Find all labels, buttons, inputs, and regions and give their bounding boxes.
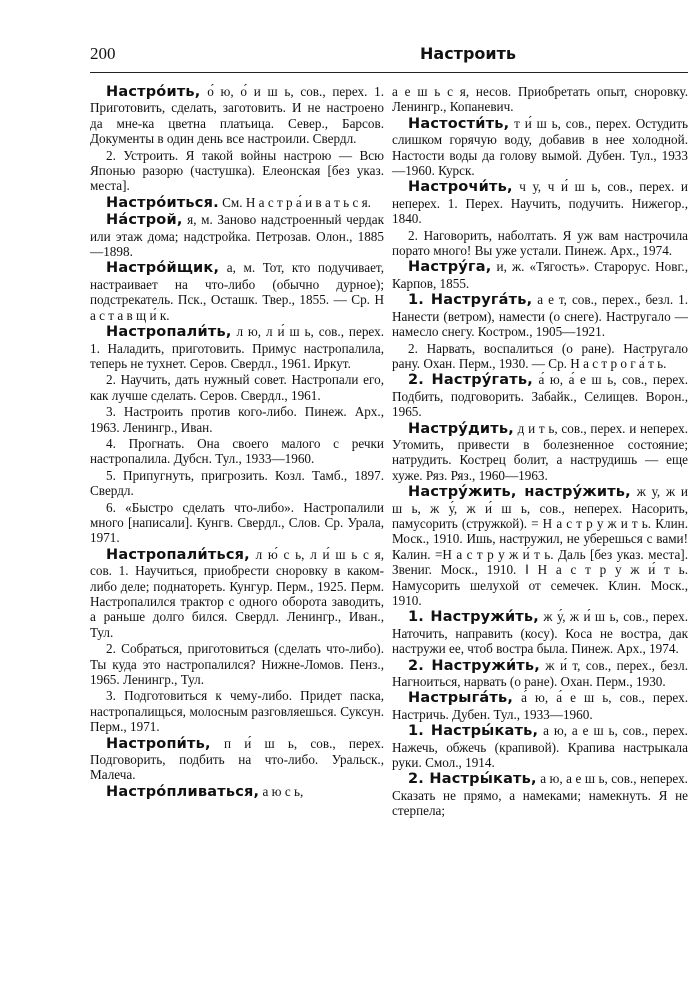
dictionary-entry: [392, 609, 688, 656]
entry-definition: ч у, ч и́ ш ь, сов., перех. и неперех. 1. Перех. Научить, подучить. Нижегор., 1840.: [392, 179, 688, 227]
entry-definition: 6. «Быстро сделать что-либо». Настропалили много [написали]. Кунгв. Свердл., Слов. Ср. Урала, 1971.: [90, 499, 384, 546]
dictionary-entry: [90, 372, 384, 403]
entry-headword: 1. Наструга́ть,: [408, 292, 533, 309]
entry-definition: т и́ ш ь, сов., перех. Остудить слишком горячую воду, добавив в нее холодной. Настости воды да голову вымой. Дубен. Тул., 1933—1960. Курск.: [392, 115, 688, 179]
right-column: [392, 84, 688, 820]
dictionary-entry: [90, 736, 384, 783]
entry-headword: Настрыга́ть,: [408, 690, 514, 707]
entry-definition: а ю, а е ш ь, сов., перех. Нажечь, обжечь (крапивой). Крапива настрыкала руки. Смол., 1914.: [392, 723, 688, 771]
dictionary-entry: [90, 84, 384, 147]
entry-definition: 3. Подготовиться к чему-либо. Придет паска, настропалищься, молосным разговляешься. Суксун. Перм., 1971.: [90, 688, 384, 735]
dictionary-entry: [392, 484, 688, 608]
entry-definition: См. Н а с т р а́ и в а т ь с я.: [218, 194, 371, 210]
entry-definition: а, м. Тот, кто подучивает, настраивает на что-либо (обычно дурное); подстрекатель. Пск., Осташк. Твер., 1855. — Ср. Н а с т а в щ и́ к.: [90, 260, 384, 323]
entry-headword: 2. Настру́гать,: [408, 372, 533, 389]
dictionary-entry: [392, 372, 688, 419]
entry-definition: а́ ю, а́ е ш ь, сов., перех. Настричь. Дубен. Тул., 1933—1960.: [392, 690, 688, 722]
dictionary-entry: [90, 212, 384, 259]
entry-definition: 2. Собраться, приготовиться (сделать что-либо). Ты куда это настропалился? Нижне-Ломов. Пенз., 1965. Ленингр., Тул.: [90, 641, 384, 688]
running-head: Настроить: [420, 44, 516, 63]
entry-definition: 4. Прогнать. Она своего малого с речки настропалила. Дубсн. Тул., 1933—1960.: [90, 435, 384, 467]
entry-definition: 2. Нарвать, воспалиться (о ране). Настругало рану. Охан. Перм., 1930. — Ср. Н а с т р о г а́ т ь.: [392, 340, 688, 371]
dictionary-entry: [90, 688, 384, 734]
dictionary-entry: [392, 771, 688, 818]
entry-headword: 1. Настружи́ть,: [408, 609, 539, 626]
entry-headword: 2. Настры́кать,: [408, 771, 537, 788]
entry-definition: 5. Припугнуть, пригрозить. Козл. Тамб., 1897. Свердл.: [90, 467, 384, 499]
entry-definition: л ю, л и́ ш ь, сов., перех. 1. Наладить, приготовить. Примус настропалила, теперь не тухнет. Серов. Свердл., 1961. Иркут.: [90, 324, 384, 371]
entry-headword: Настропали́ться,: [106, 546, 250, 563]
dictionary-entry: [90, 500, 384, 546]
entry-headword: Настро́иться.: [106, 194, 219, 211]
dictionary-entry: [90, 641, 384, 687]
entry-headword: 2. Настружи́ть,: [408, 657, 540, 674]
page-number: 200: [90, 44, 116, 63]
entry-definition: а́ ю, а́ е ш ь, сов., перех. Подбить, подговорить. Забайк., Селищев. Ворон., 1965.: [392, 372, 688, 420]
entry-headword: Настру́жить, настру́жить,: [408, 484, 631, 501]
dictionary-entry: [90, 404, 384, 435]
entry-headword: Настрочи́ть,: [408, 179, 513, 196]
dictionary-entry: [392, 723, 688, 770]
entry-headword: Настро́йщик,: [106, 260, 220, 277]
entry-headword: Настро́пливаться,: [106, 783, 260, 800]
entry-headword: Настропали́ть,: [106, 324, 232, 341]
entry-headword: На́строй,: [106, 212, 183, 229]
dictionary-entry: [90, 148, 384, 194]
entry-definition: п и́ ш ь, сов., перех. Подговорить, подбить на что-либо. Уральск., Малеча.: [90, 735, 384, 783]
entry-definition: 2. Наговорить, наболтать. Я уж вам настрочила порато много! Вы уже устали. Пинеж. Арх., 1974.: [392, 227, 688, 259]
entry-headword: Настру́га,: [408, 259, 492, 276]
entry-headword: Настро́ить,: [106, 84, 201, 100]
entry-definition: а е т, сов., перех., безл. 1. Нанести (ветром), намести (о снеге). Настругало — намесло снегу. Костром., 1905—1921.: [392, 292, 688, 340]
dictionary-entry: [90, 784, 384, 800]
dictionary-entry: [392, 421, 688, 484]
dictionary-entry: [392, 341, 688, 372]
entry-definition: 2. Научить, дать нужный совет. Настропали его, как лучше сделать. Серов. Свердл., 1961.: [90, 372, 384, 403]
dictionary-entry: [90, 468, 384, 499]
entry-headword: Настропи́ть,: [106, 735, 211, 752]
dictionary-entry: [90, 195, 384, 211]
dictionary-entry: [90, 547, 384, 640]
entry-definition: а ю, а е ш ь, сов., неперех. Сказать не прямо, а намеками; намекнуть. Я не стерпела;: [392, 771, 688, 819]
entry-definition: я, м. Заново надстроенный чердак или этаж дома; надстройка. Петрозав. Олон., 1885—1898.: [90, 212, 384, 260]
left-column: [90, 84, 384, 801]
entry-definition: ж у́, ж и́ ш ь, сов., перех. Наточить, направить (косу). Коса не востра, дак настружи ее, чтоб востра была. Пинеж. Арх., 1974.: [392, 609, 688, 657]
dictionary-entry: [392, 84, 688, 115]
dictionary-entry: [392, 658, 688, 690]
page-header: [90, 44, 610, 68]
dictionary-entry: [392, 228, 688, 259]
header-rule: [90, 72, 688, 73]
entry-definition: ж у, ж и ш ь, ж у́, ж и́ ш ь, сов., неперех. Насорить, памусорить (стружкой). = Н а с т р у ж и т ь. Клин. Моск., 1910. Ишь, настружил, не уберешься с вами! Калин. =Н а с т р у ж и́ т ь. Даль [без указ. места]. Звениг. Моск., 1910. ‖ Н а с т р у ж и́ т ь. Намусорить шелухой от семечек. Клин. Моск., 1910.: [392, 484, 688, 608]
entry-definition: 3. Настроить против кого-либо. Пинеж. Арх., 1963. Ленингр., Иван.: [90, 404, 384, 435]
dictionary-entry: [392, 259, 688, 291]
entry-definition: д и т ь, сов., перех. и неперех. Утомить, привести в болезненное состояние; натрудить. Кострец болит, а наструдишь — еще хуже. Ряз. Ряз., 1960—1963.: [392, 420, 688, 483]
dictionary-entry: [392, 690, 688, 722]
dictionary-entry: [90, 436, 384, 467]
entry-definition: ж и́ т, сов., перех., безл. Нагноиться, нарвать (о ране). Охан. Перм., 1930.: [392, 657, 689, 690]
entry-definition: и, ж. «Тягость». Старорус. Новг., Карпов, 1855.: [392, 259, 688, 291]
entry-definition: л ю́ с ь, л и́ ш ь с я, сов. 1. Научиться, приобрести сноровку в каком-либо деле; поднатореть. Кунгур. Перм., 1925. Перм. Настропалился трактор с одного оборота заводить, а раньше долго бился. Свердл. Ленингр., Иван., Тул.: [90, 546, 384, 640]
entry-definition: а е ш ь с я, несов. Приобретать опыт, сноровку. Ленингр., Копаневич.: [392, 84, 688, 115]
entry-headword: Настости́ть,: [408, 115, 510, 132]
dictionary-entry: [392, 116, 688, 179]
entry-headword: Настру́дить,: [408, 420, 514, 437]
entry-definition: а ю с ь,: [259, 783, 304, 799]
dictionary-entry: [392, 179, 688, 226]
entry-definition: 2. Устроить. Я такой войны настрою — Всю Японью разорю (частушка). Елеонская [без указ. места].: [90, 147, 384, 194]
dictionary-entry: [392, 292, 688, 339]
dictionary-entry: [90, 324, 384, 371]
entry-headword: 1. Настры́кать,: [408, 723, 539, 740]
dictionary-entry: [90, 260, 384, 323]
entry-definition: о́ ю, о́ и ш ь, сов., перех. 1. Приготовить, сделать, заготовить. И не настроено да мне-ка цветна платьица. Север., Барсов. Документы в один день все настроили. Свердл.: [90, 84, 384, 147]
